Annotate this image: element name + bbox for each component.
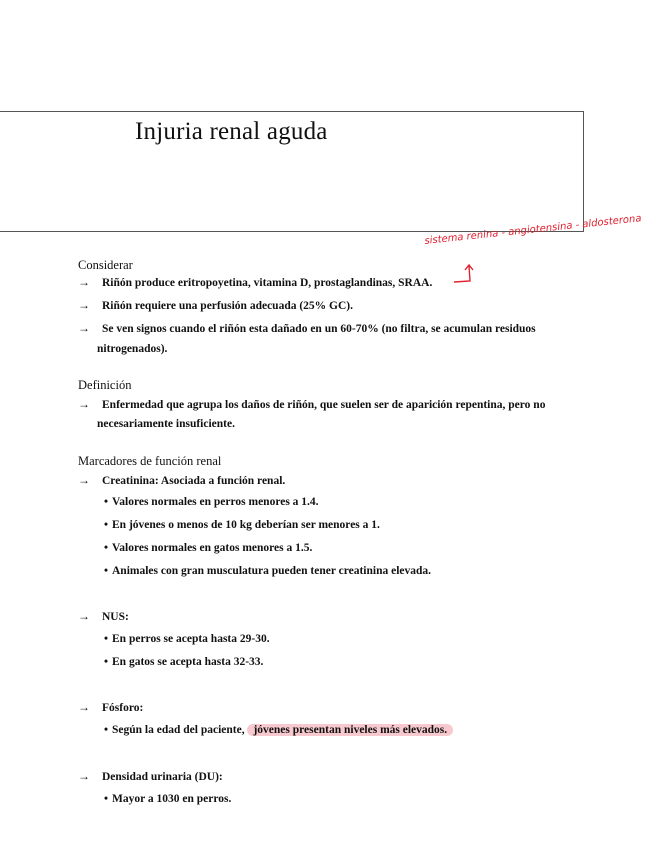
- annotation-arrow-icon: [452, 262, 476, 286]
- section-heading-marcadores: Marcadores de función renal: [78, 454, 222, 468]
- bullet-icon: •: [104, 724, 109, 736]
- arrow-icon: →: [78, 609, 90, 623]
- list-item: → Riñón requiere una perfusión adecuada (25% GC).: [78, 298, 354, 312]
- bullet-icon: •: [104, 793, 109, 805]
- list-item: → Fósforo:: [78, 700, 144, 714]
- bullet-item: • Según la edad del paciente, jóvenes presentan niveles más elevados.: [104, 724, 453, 736]
- title-box: [0, 111, 584, 232]
- bullet-item: • En gatos se acepta hasta 32-33.: [104, 656, 264, 668]
- list-item: → Se ven signos cuando el riñón esta dañado en un 60-70% (no filtra, se acumulan residuos: [78, 321, 536, 335]
- arrow-icon: →: [78, 275, 90, 289]
- list-item-continuation: necesariamente insuficiente.: [97, 418, 235, 430]
- bullet-icon: •: [104, 542, 109, 554]
- page-title: Injuria renal aguda: [135, 118, 328, 145]
- list-item: → Enfermedad que agrupa los daños de riñón, que suelen ser de aparición repentina, pero no: [78, 397, 546, 411]
- handwritten-annotation: sistema renina - angiotensina - aldosterona: [424, 213, 642, 247]
- highlighted-text: jóvenes presentan niveles más elevados.: [247, 724, 453, 736]
- list-item-continuation: nitrogenados).: [97, 343, 168, 355]
- bullet-item: • Valores normales en gatos menores a 1.5.: [104, 542, 313, 554]
- bullet-item: • En perros se acepta hasta 29-30.: [104, 633, 270, 645]
- bullet-item: • Valores normales en perros menores a 1.4.: [104, 496, 319, 508]
- bullet-item: • Mayor a 1030 en perros.: [104, 793, 232, 805]
- bullet-item: • En jóvenes o menos de 10 kg deberían ser menores a 1.: [104, 519, 380, 531]
- bullet-item: • Animales con gran musculatura pueden tener creatinina elevada.: [104, 565, 432, 577]
- arrow-icon: →: [78, 298, 90, 312]
- section-heading-considerar: Considerar: [78, 258, 133, 272]
- list-item: → Creatinina: Asociada a función renal.: [78, 473, 286, 487]
- bullet-icon: •: [104, 633, 109, 645]
- list-item: → Riñón produce eritropoyetina, vitamina D, prostaglandinas, SRAA.: [78, 275, 433, 289]
- arrow-icon: →: [78, 397, 90, 411]
- list-item: → Densidad urinaria (DU):: [78, 769, 223, 783]
- arrow-icon: →: [78, 321, 90, 335]
- list-item: → NUS:: [78, 609, 129, 623]
- arrow-icon: →: [78, 473, 90, 487]
- bullet-icon: •: [104, 565, 109, 577]
- bullet-icon: •: [104, 496, 109, 508]
- bullet-icon: •: [104, 519, 109, 531]
- section-heading-definicion: Definición: [78, 378, 132, 392]
- bullet-icon: •: [104, 656, 109, 668]
- arrow-icon: →: [78, 700, 90, 714]
- arrow-icon: →: [78, 769, 90, 783]
